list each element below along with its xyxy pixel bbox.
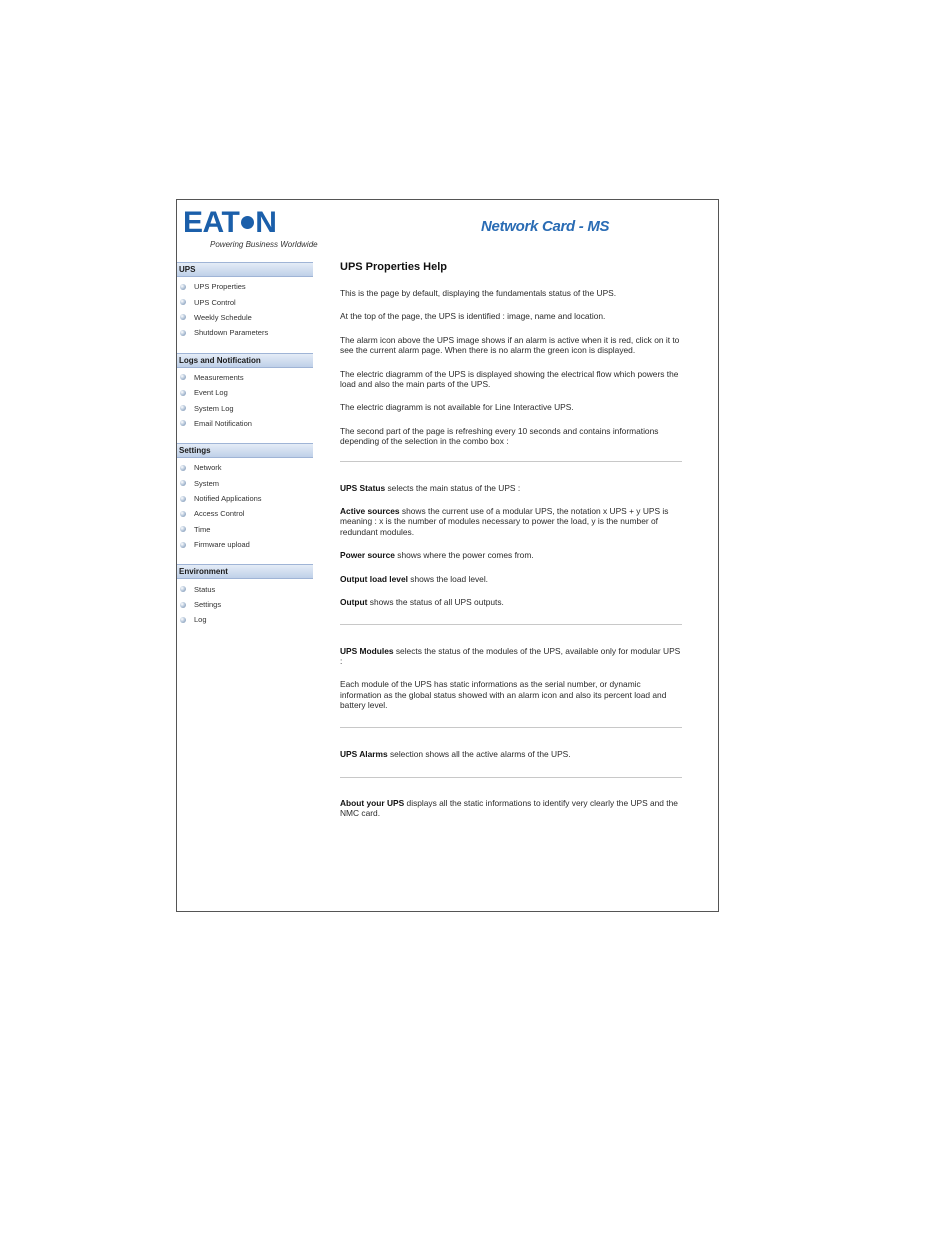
sidebar-item-label: Weekly Schedule: [194, 312, 252, 322]
sidebar-item-system[interactable]: [177, 476, 313, 491]
sidebar-item-label: Notified Applications: [194, 494, 262, 504]
logo-dot-icon: [241, 216, 254, 229]
bullet-icon: [180, 284, 186, 290]
description: selects the status of the modules of the UPS, available only for modular UPS :: [340, 645, 681, 666]
term: Power source: [340, 550, 395, 561]
bullet-icon: [180, 405, 186, 411]
intro-paragraph: The second part of the page is refreshing every 10 seconds and contains informations depending of the selection in the combo box :: [340, 425, 659, 447]
logo-letters-ea: EA: [183, 206, 222, 239]
sidebar-item-status[interactable]: [177, 581, 313, 596]
sidebar-item-network[interactable]: [177, 460, 313, 475]
ups-status-paragraph: [340, 483, 682, 493]
bullet-icon: [180, 330, 186, 336]
active-sources-paragraph: [340, 506, 682, 537]
term: UPS Status: [340, 482, 386, 493]
description: shows the load level.: [407, 573, 489, 584]
sidebar-item-label: Settings: [194, 600, 222, 610]
sidebar-item-log[interactable]: [177, 612, 313, 627]
intro-paragraph: The alarm icon above the UPS image shows if an alarm is active when it is red, click on it to see the current alarm page. When there is no alarm the green icon is displayed.: [340, 334, 680, 356]
logo-tagline: Powering Business Worldwide: [210, 240, 318, 249]
bullet-icon: [180, 420, 186, 426]
term: Active sources: [340, 506, 400, 517]
modules-detail-paragraph: Each module of the UPS has static informations as the serial number, or dynamic information as the global status showed with an alarm icon and also its percent load and battery level.: [340, 679, 667, 711]
bullet-icon: [180, 586, 186, 592]
description: shows the status of all UPS outputs.: [367, 597, 504, 608]
sidebar-item-system-log[interactable]: [177, 400, 313, 415]
bullet-icon: [180, 374, 186, 380]
sidebar-item-event-log[interactable]: [177, 385, 313, 400]
sidebar-item-label: Time: [194, 524, 211, 534]
bullet-icon: [180, 511, 186, 517]
description: selects the main status of the UPS :: [385, 482, 521, 493]
sidebar-item-label: System Log: [194, 403, 234, 413]
bullet-icon: [180, 314, 186, 320]
sidebar-item-label: UPS Control: [194, 297, 236, 307]
sidebar-item-notified-applications[interactable]: [177, 491, 313, 506]
term: UPS Alarms: [340, 748, 388, 759]
term: UPS Modules: [340, 645, 394, 656]
app-title: Network Card - MS: [481, 218, 610, 235]
sidebar-item-measurements[interactable]: [177, 370, 313, 385]
sidebar-item-label: Email Notification: [194, 418, 252, 428]
description: shows the current use of a modular UPS, the notation x UPS + y UPS is meaning : x is the number of modules necessary to power the load, y is the number of redundant modules.: [340, 506, 669, 537]
sidebar-item-label: Access Control: [194, 509, 245, 519]
sidebar-item-env-settings[interactable]: [177, 597, 313, 612]
sidebar-item-time[interactable]: [177, 522, 313, 537]
eaton-logo[interactable]: [183, 206, 318, 252]
sidebar-item-label: System: [194, 478, 220, 488]
sidebar-item-label: Status: [194, 584, 216, 594]
help-page-frame: [176, 199, 719, 912]
sidebar-item-label: UPS Properties: [194, 282, 246, 292]
logo-letter-n: N: [255, 206, 277, 239]
sidebar-item-email-notification[interactable]: [177, 416, 313, 431]
sidebar-item-ups-properties[interactable]: [177, 279, 313, 294]
bullet-icon: [180, 617, 186, 623]
sidebar-item-label: Log: [194, 615, 207, 625]
description: shows where the power comes from.: [394, 550, 534, 561]
logo-wordmark: [183, 208, 309, 238]
term: Output load level: [340, 573, 408, 584]
bullet-icon: [180, 542, 186, 548]
description: displays all the static informations to identify very clearly the UPS and the NMC card.: [340, 797, 678, 819]
output-load-paragraph: [340, 574, 682, 584]
bullet-icon: [180, 465, 186, 471]
intro-paragraph: The electric diagramm is not available for Line Interactive UPS.: [340, 402, 574, 413]
sidebar-item-label: Event Log: [194, 388, 228, 398]
sidebar-nav: [177, 260, 313, 640]
ups-modules-paragraph: [340, 646, 682, 667]
description: selection shows all the active alarms of the UPS.: [387, 748, 571, 759]
bullet-icon: [180, 602, 186, 608]
sidebar-item-label: Network: [194, 463, 222, 473]
bullet-icon: [180, 390, 186, 396]
help-content: [340, 261, 682, 832]
page-title: UPS Properties Help: [340, 261, 447, 273]
output-paragraph: [340, 597, 682, 607]
bullet-icon: [180, 480, 186, 486]
intro-paragraph: At the top of the page, the UPS is identified : image, name and location.: [340, 311, 606, 322]
ups-alarms-paragraph: [340, 749, 682, 759]
term: Output: [340, 597, 368, 608]
sidebar-item-shutdown-parameters[interactable]: [177, 325, 313, 340]
bullet-icon: [180, 496, 186, 502]
sidebar-item-label: Firmware upload: [194, 540, 250, 550]
sidebar-item-weekly-schedule[interactable]: [177, 310, 313, 325]
bullet-icon: [180, 526, 186, 532]
logo-letter-t: T: [221, 206, 240, 239]
sidebar-item-firmware-upload[interactable]: [177, 537, 313, 552]
bullet-icon: [180, 299, 186, 305]
sidebar-item-ups-control[interactable]: [177, 294, 313, 309]
sidebar-item-label: Measurements: [194, 372, 244, 382]
sidebar-section-environment: Environment: [177, 564, 313, 579]
intro-paragraph: The electric diagramm of the UPS is displayed showing the electrical flow which powers the load and also the main parts of the UPS.: [340, 368, 679, 390]
sidebar-item-access-control[interactable]: [177, 506, 313, 521]
sidebar-section-settings: Settings: [177, 443, 313, 458]
power-source-paragraph: [340, 550, 682, 560]
sidebar-item-label: Shutdown Parameters: [194, 328, 269, 338]
term: About your UPS: [340, 797, 405, 808]
sidebar-section-ups: UPS: [177, 262, 313, 277]
intro-paragraph: This is the page by default, displaying the fundamentals status of the UPS.: [340, 288, 617, 298]
about-ups-paragraph: [340, 798, 682, 819]
sidebar-section-logs: Logs and Notification: [177, 353, 313, 368]
